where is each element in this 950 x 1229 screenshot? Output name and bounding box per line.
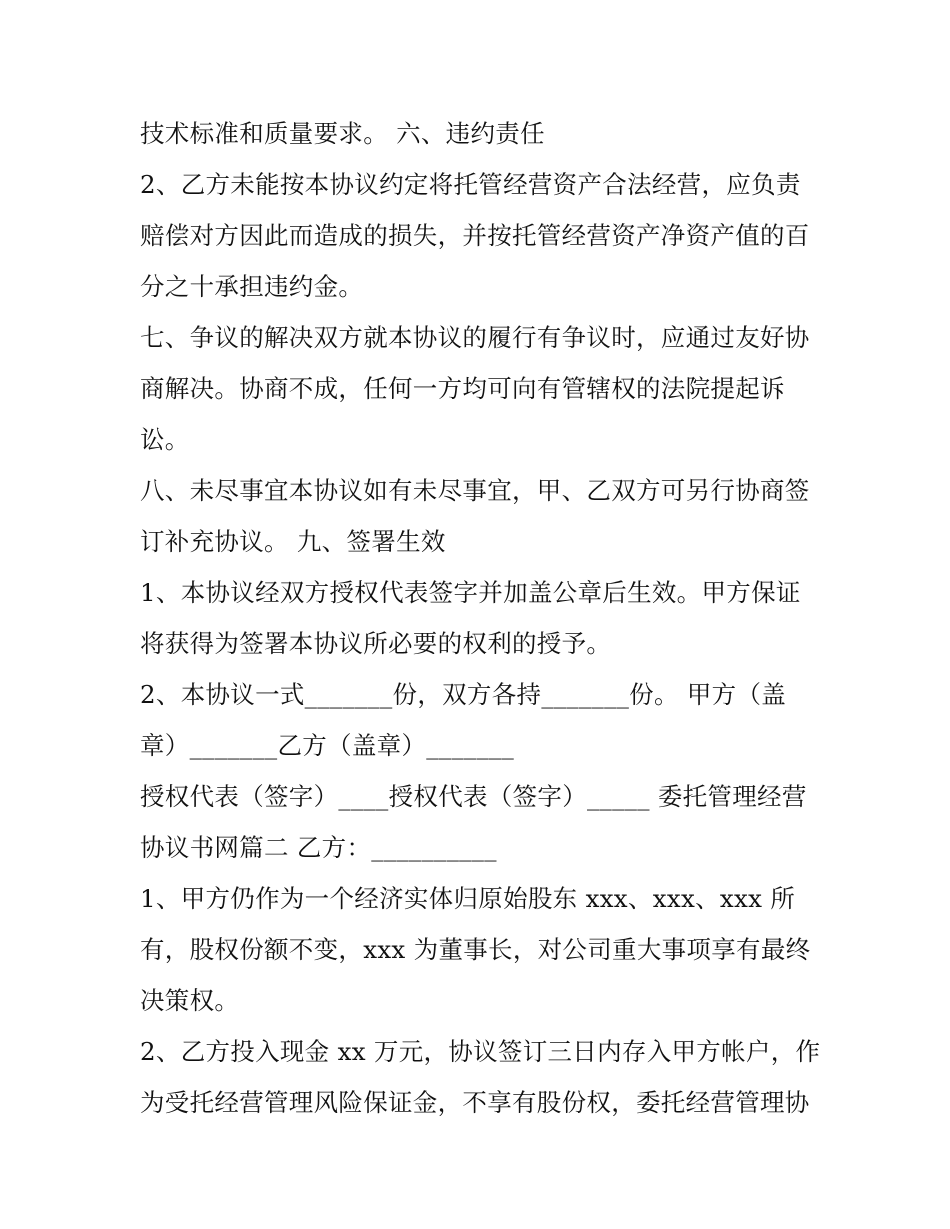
text-line: 有，股权份额不变，xxx 为董事长，对公司重大事项享有最终 — [140, 935, 811, 964]
text-line: 讼。 — [140, 425, 190, 454]
document-body — [140, 108, 830, 1128]
text-line: 七、争议的解决双方就本协议的履行有争议时，应通过友好协 — [140, 323, 810, 352]
text-line: 章）_______乙方（盖章）_______ — [140, 731, 515, 760]
text-line: 八、未尽事宜本协议如有未尽事宜，甲、乙双方可另行协商签 — [140, 476, 810, 505]
text-line: 决策权。 — [140, 986, 240, 1015]
text-line: 1、本协议经双方授权代表签字并加盖公章后生效。甲方保证 — [140, 578, 801, 607]
text-line: 2、乙方未能按本协议约定将托管经营资产合法经营，应负责 — [140, 170, 801, 199]
text-line: 协议书网篇二 乙方：__________ — [140, 833, 497, 862]
text-line: 分之十承担违约金。 — [140, 272, 364, 301]
text-line: 2、乙方投入现金 xx 万元，协议签订三日内存入甲方帐户，作 — [140, 1037, 821, 1066]
text-line: 订补充协议。 九、签署生效 — [140, 527, 446, 556]
text-line: 技术标准和质量要求。 六、违约责任 — [140, 119, 545, 148]
text-line: 将获得为签署本协议所必要的权利的授予。 — [140, 629, 612, 658]
text-line: 赔偿对方因此而造成的损失，并按托管经营资产净资产值的百 — [140, 221, 810, 250]
text-line: 商解决。协商不成，任何一方均可向有管辖权的法院提起诉 — [140, 374, 785, 403]
text-line: 2、本协议一式_______份，双方各持_______份。 甲方（盖 — [140, 680, 787, 709]
text-line: 授权代表（签字）____授权代表（签字）_____ 委托管理经营 — [140, 782, 807, 811]
text-line: 1、甲方仍作为一个经济实体归原始股东 xxx、xxx、xxx 所 — [140, 884, 796, 913]
text-line: 为受托经营管理风险保证金，不享有股份权，委托经营管理协 — [140, 1088, 810, 1117]
